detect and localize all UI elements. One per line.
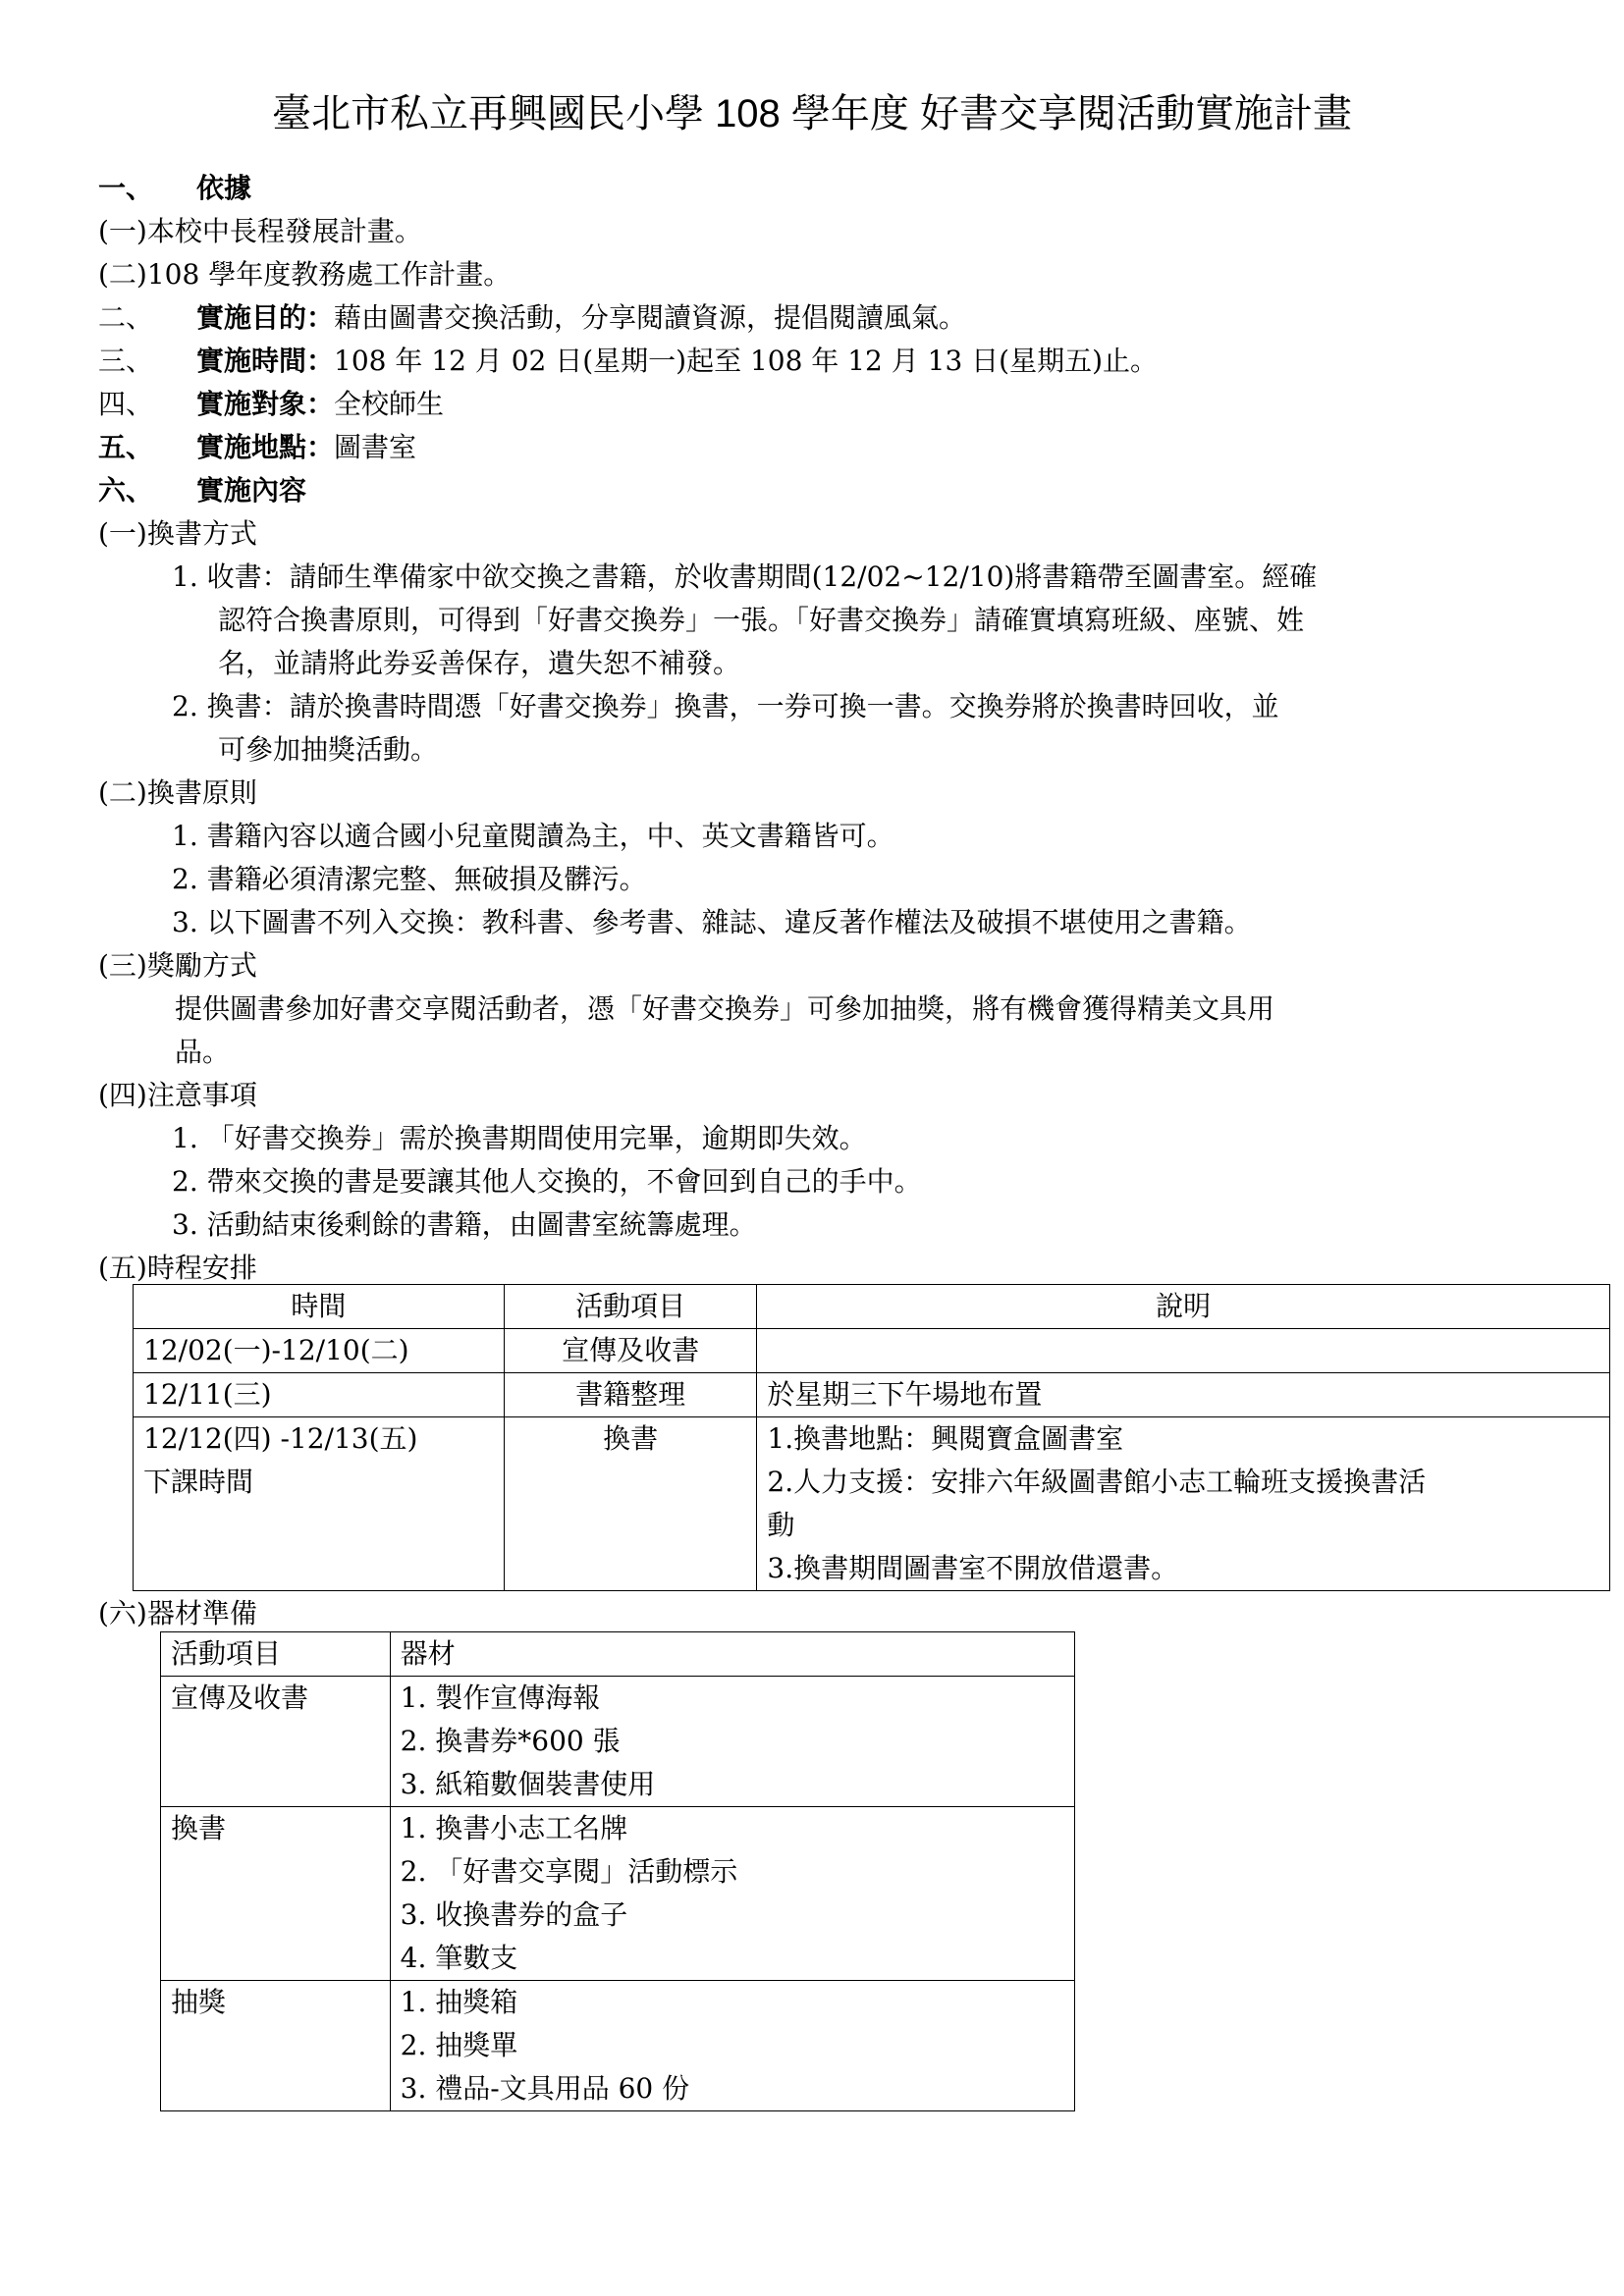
section-3-label: 實施時間： xyxy=(196,345,335,377)
section-2-number: 二、 xyxy=(98,301,154,334)
schedule-item: 換書 xyxy=(504,1417,757,1591)
exchange-rule-item: 3. 以下圖書不列入交換：教科書、參考書、雜誌、違反著作權法及破損不堪使用之書籍。 xyxy=(172,906,1252,938)
subsection-4-heading: (四)注意事項 xyxy=(98,1079,257,1111)
section-1-item: (二)108 學年度教務處工作計畫。 xyxy=(98,258,512,291)
schedule-desc xyxy=(757,1329,1610,1373)
section-4-text: 全校師生 xyxy=(334,388,445,420)
notice-item: 1. 「好書交換券」需於換書期間使用完畢，逾期即失效。 xyxy=(172,1122,867,1154)
schedule-item: 書籍整理 xyxy=(504,1373,757,1417)
section-5-text: 圖書室 xyxy=(334,431,417,463)
exchange-method-item-1: 1. 收書：請師生準備家中欲交換之書籍，於收書期間(12/02~12/10)將書籍帶至圖書室。經確 xyxy=(172,561,1318,593)
exchange-method-item-2: 2. 換書：請於換書時間憑「好書交換券」換書，一券可換一書。交換券將於換書時回收，並 xyxy=(172,690,1279,722)
section-4 xyxy=(98,383,444,426)
exchange-method-item-1-cont: 認符合換書原則，可得到「好書交換券」一張。「好書交換券」請確實填寫班級、座號、姓 xyxy=(218,604,1305,636)
schedule-header-time: 時間 xyxy=(134,1285,505,1329)
materials-header-row xyxy=(161,1632,1075,1677)
section-1-item: (一)本校中長程發展計畫。 xyxy=(98,215,422,247)
schedule-desc: 於星期三下午場地布置 xyxy=(757,1373,1610,1417)
schedule-time: 12/12(四) -12/13(五) 下課時間 xyxy=(134,1417,505,1591)
reward-text-cont: 品。 xyxy=(175,1036,231,1068)
subsection-2-heading: (二)換書原則 xyxy=(98,776,257,809)
materials-list: 1. 抽獎箱 2. 抽獎單 3. 禮品-文具用品 60 份 xyxy=(390,1981,1074,2111)
section-4-number: 四、 xyxy=(98,388,154,420)
materials-item: 抽獎 xyxy=(161,1981,391,2111)
schedule-time: 12/11(三) xyxy=(134,1373,505,1417)
schedule-header-desc: 說明 xyxy=(757,1285,1610,1329)
schedule-header-item: 活動項目 xyxy=(504,1285,757,1329)
schedule-time: 12/02(一)-12/10(二) xyxy=(134,1329,505,1373)
materials-item: 換書 xyxy=(161,1807,391,1981)
notice-item: 2. 帶來交換的書是要讓其他人交換的，不會回到自己的手中。 xyxy=(172,1165,922,1198)
subsection-5-heading: (五)時程安排 xyxy=(98,1252,257,1284)
exchange-method-item-2-cont: 可參加抽獎活動。 xyxy=(218,733,439,766)
section-6-heading xyxy=(98,469,306,512)
section-3-text: 108 年 12 月 02 日(星期一)起至 108 年 12 月 13 日(星期五)止。 xyxy=(334,345,1159,377)
materials-row xyxy=(161,1807,1075,1981)
materials-row xyxy=(161,1981,1075,2111)
materials-table xyxy=(160,1631,1075,2111)
schedule-row xyxy=(134,1373,1610,1417)
section-4-label: 實施對象： xyxy=(196,388,335,420)
exchange-method-item-1-cont: 名，並請將此券妥善保存，遺失恕不補發。 xyxy=(218,647,741,679)
section-3-number: 三、 xyxy=(98,345,154,377)
schedule-row xyxy=(134,1329,1610,1373)
schedule-row xyxy=(134,1417,1610,1591)
exchange-rule-item: 1. 書籍內容以適合國小兒童閱讀為主，中、英文書籍皆可。 xyxy=(172,820,894,852)
section-6-number: 六、 xyxy=(98,474,154,507)
materials-list: 1. 換書小志工名牌 2. 「好書交享閱」活動標示 3. 收換書券的盒子 4. 筆數支 xyxy=(390,1807,1074,1981)
document-title: 臺北市私立再興國民小學 108 學年度 好書交享閱活動實施計畫 xyxy=(271,92,1353,135)
schedule-table xyxy=(133,1284,1610,1591)
section-1-number: 一、 xyxy=(98,172,154,204)
section-5 xyxy=(98,426,416,469)
subsection-3-heading: (三)獎勵方式 xyxy=(98,949,257,982)
reward-text: 提供圖書參加好書交享閱活動者，憑「好書交換券」可參加抽獎，將有機會獲得精美文具用 xyxy=(175,992,1275,1025)
subsection-6-heading: (六)器材準備 xyxy=(98,1597,257,1629)
section-2-label: 實施目的： xyxy=(196,301,335,334)
section-6-label: 實施內容 xyxy=(196,474,307,507)
schedule-item: 宣傳及收書 xyxy=(504,1329,757,1373)
section-1-heading xyxy=(98,167,251,210)
section-5-label: 實施地點： xyxy=(196,431,335,463)
section-2 xyxy=(98,296,966,340)
materials-header-item: 活動項目 xyxy=(161,1632,391,1677)
section-3 xyxy=(98,340,1158,383)
section-2-text: 藉由圖書交換活動，分享閱讀資源，提倡閱讀風氣。 xyxy=(334,301,967,334)
schedule-header-row xyxy=(134,1285,1610,1329)
exchange-rule-item: 2. 書籍必須清潔完整、無破損及髒污。 xyxy=(172,863,647,895)
subsection-1-heading: (一)換書方式 xyxy=(98,517,257,550)
materials-item: 宣傳及收書 xyxy=(161,1677,391,1807)
section-5-number: 五、 xyxy=(98,431,154,463)
materials-header-materials: 器材 xyxy=(390,1632,1074,1677)
materials-list: 1. 製作宣傳海報 2. 換書券*600 張 3. 紙箱數個裝書使用 xyxy=(390,1677,1074,1807)
notice-item: 3. 活動結束後剩餘的書籍，由圖書室統籌處理。 xyxy=(172,1208,757,1241)
schedule-desc: 1.換書地點：興閱寶盒圖書室 2.人力支援：安排六年級圖書館小志工輪班支援換書活 動 3.換書期間圖書室不開放借還書。 xyxy=(757,1417,1610,1591)
materials-row xyxy=(161,1677,1075,1807)
section-1-label: 依據 xyxy=(196,172,252,204)
